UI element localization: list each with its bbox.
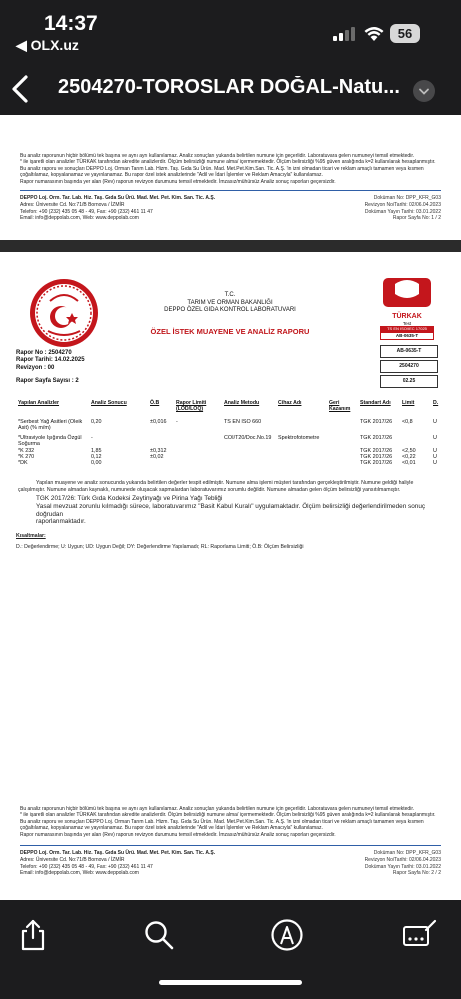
disclaimer-line: * ile işaretli olan analizler TÜRKAK tarafından akredite analizlerdir. Ölçüm belirsizliği numune alma/ içermemektedir. Ölçüm belirsizliği %95 güven aralığında k=2 kullanılarak hesaplanmıştır. xyxy=(20,159,436,166)
back-to-app-link[interactable]: ◀ OLX.uz xyxy=(16,37,79,53)
abbreviations-text: D.: Değerlendirme; U: Uygun; UD: Uygun Değil; DY: Değerlendirme Yapılamadı; RL: Raporlama Limiti; Ö.B: Ölçüm Belirsizliği xyxy=(16,544,304,550)
turkak-test-label: Test xyxy=(402,321,412,326)
disclaimer-block xyxy=(20,806,441,838)
col-header-evaluation: D. xyxy=(433,400,439,406)
cell-result: 1,85 xyxy=(91,448,102,454)
cell-limit: <0,22 xyxy=(402,454,416,460)
status-bar xyxy=(0,0,461,56)
abbreviations-title: Kısaltmalar: xyxy=(16,533,46,539)
footer-divider xyxy=(20,845,441,846)
disclaimer-line: Bu analiz raporunun hiçbir bölümü tek başına ve aynı ayrı kullanılamaz. Analiz sonuçları yukarıda belirtilen numune için geçerlidir. Laboratuvara gelen numuneyi temsil etmektedir. xyxy=(20,806,415,812)
note-line: Yapılan muayene ve analiz sonucunda yukarıda belirtilen değerler tespit edilmiştir. Numune alma işlemi müşteri tarafından gerçekleştirilmiştir. Numune geldiği haliyle xyxy=(36,480,414,486)
note-line: TGK 2017/26: Türk Gıda Kodeksi Zeytinyağı ve Pirina Yağı Tebliği xyxy=(36,495,223,502)
col-header-analysis: Yapılan Analizler xyxy=(18,400,60,406)
report-date: Rapor Tarihi: 14.02.2025 xyxy=(16,357,85,364)
ministry-emblem-icon xyxy=(28,277,100,349)
cell-uncertainty: ±0,02 xyxy=(150,454,164,460)
cell-standard: TGK 2017/26 xyxy=(360,460,393,466)
cell-result: 0,00 xyxy=(91,460,102,466)
footer-divider xyxy=(20,190,441,191)
cell-limit: <0,8 xyxy=(402,419,413,425)
chevron-down-icon xyxy=(413,80,435,102)
lab-address-footer xyxy=(20,195,215,222)
col-header-device: Cihaz Adı xyxy=(278,400,302,406)
pdf-page-1 xyxy=(0,115,461,240)
col-header-recovery: Geri Kazanım xyxy=(329,400,351,413)
turkak-brand: TÜRKAK xyxy=(392,313,422,320)
footer-line: Telefon: +90 (232) 435 05 48 - 49, Fax: +90 (232) 461 11 47 xyxy=(20,863,153,870)
cell-result: - xyxy=(91,435,93,441)
col-header-method: Analiz Metodu xyxy=(224,400,260,406)
disclaimer-line: Bu analiz raporunun hiçbir bölümü tek başına ve aynı ayrı kullanılamaz. Analiz sonuçları yukarıda belirtilen numune için geçerlidir. Laboratuvara gelen numuneyi temsil etmektedir. xyxy=(20,153,415,159)
nav-bar xyxy=(0,68,461,112)
note-line: çalışılmıştır. Numune almadan kaynaklı, numunede oluşacak sapmalardan laboratuvarımız sorumlu değildir. Numune almadan gelen ölçüm belirsizliği yansıtılmamıştır. xyxy=(18,486,401,493)
cell-analysis: *DK xyxy=(18,460,28,466)
disclaimer-line: Rapor numarasının başında yer alan (Rev) raporun revizyon durumunu temsil etmektedir. İmzasız/mühürsüz Analiz sonuç raporları geçersizdir. xyxy=(20,831,336,838)
cell-standard: TGK 2017/26 xyxy=(360,454,393,460)
markup-icon[interactable] xyxy=(270,918,304,952)
cell-limit: <0,01 xyxy=(402,460,416,466)
report-title: ÖZEL İSTEK MUAYENE VE ANALİZ RAPORU xyxy=(150,326,310,336)
report-date-box: 02.25 xyxy=(380,375,438,388)
status-time: 14:37 xyxy=(44,12,98,35)
cell-method: COI/T20/Doc.No.19 xyxy=(224,435,272,441)
pdf-page-2 xyxy=(0,252,461,900)
cellular-signal-icon xyxy=(333,27,355,41)
col-header-report-limit: Rapor Limiti (LOD/LOQ) xyxy=(176,400,207,413)
title-menu-button[interactable] xyxy=(413,80,435,102)
footer-line: Revizyon No/Tarihi: 02/06.04.2023 xyxy=(364,201,441,208)
document-info-footer xyxy=(365,850,441,877)
cell-limit: <2,50 xyxy=(402,448,416,454)
turkak-accreditation-mark xyxy=(380,278,434,350)
note-line: Yasal mevzuat zorunlu kılmadığı sürece, laboratuvarımız "Basit Kabul Kuralı" uygulamaktadır. Ölçüm belirsizliği değerlendirilmeden sonuç doğrudan xyxy=(36,502,426,518)
disclaimer-block xyxy=(20,153,441,185)
note-line: raporlanmaktadır. xyxy=(36,518,86,526)
lab-address-footer xyxy=(20,850,215,877)
cell-standard: TGK 2017/26 xyxy=(360,419,393,425)
footer-line: Adres: Üniversite Cd. No:71/B Bornova / İZMİR xyxy=(20,201,125,208)
cell-evaluation: U xyxy=(433,460,437,466)
cell-standard: TGK 2017/26 xyxy=(360,435,393,441)
footer-line: Doküman No: DPP_KFR_G03 xyxy=(373,195,441,201)
accreditation-no-box: AB-0635-T xyxy=(380,345,438,358)
cell-analysis: *Serbest Yağ Asitleri (Oleik Asit) (% m/m) xyxy=(18,419,83,432)
more-icon[interactable] xyxy=(402,918,438,952)
cell-analysis: *K 232 xyxy=(18,448,35,454)
footer-line: Revizyon No/Tarihi: 02/06.04.2023 xyxy=(364,856,441,863)
header-line: T.C. xyxy=(224,292,236,298)
header-line: DEPPO ÖZEL GIDA KONTROL LABORATUVARI xyxy=(164,307,296,313)
footer-line: Doküman No: DPP_KFR_G03 xyxy=(373,850,441,856)
disclaimer-line: Rapor numarasının başında yer alan (Rev) raporun revizyon durumunu temsil etmektedir. İmzasız/mühürsüz Analiz sonuç raporları geçersizdir. xyxy=(20,178,336,185)
footer-line: Email: info@deppolab.com, Web: www.deppolab.com xyxy=(20,870,139,877)
cell-evaluation: U xyxy=(433,454,437,460)
footer-line: Doküman Yayın Tarihi: 03.01.2022 xyxy=(364,863,441,870)
turkak-standard: TS EN ISO/IEC 17025 xyxy=(380,326,434,332)
footer-line: DEPPO Loj. Orm. Tar. Lab. Hiz. Taş. Gıda Su Ürü. Mad. Met. Pet. Kim. San. Tic. A.Ş. xyxy=(20,195,216,201)
cell-evaluation: U xyxy=(433,419,437,425)
footer-line: Rapor Sayfa No: 2 / 2 xyxy=(392,870,441,877)
cell-uncertainty: ±0,016 xyxy=(150,419,167,425)
document-title[interactable]: 2504270-TOROSLAR DOĞAL-Natu... xyxy=(58,76,400,98)
footer-line: DEPPO Loj. Orm. Tar. Lab. Hiz. Taş. Gıda Su Ürü. Mad. Met. Pet. Kim. San. Tic. A.Ş. xyxy=(20,850,216,856)
share-icon[interactable] xyxy=(16,918,50,952)
footer-line: Adres: Üniversite Cd. No:71/B Bornova / İZMİR xyxy=(20,856,125,863)
cell-result: 0,12 xyxy=(91,454,102,460)
cell-evaluation: U xyxy=(433,448,437,454)
report-number: Rapor No : 2504270 xyxy=(16,350,72,356)
back-chevron-icon[interactable] xyxy=(8,74,34,104)
cell-evaluation: U xyxy=(433,435,437,441)
cell-method: TS EN ISO 660 xyxy=(224,419,262,425)
report-meta xyxy=(16,350,85,385)
report-no-box: 2504270 xyxy=(380,360,438,373)
battery-indicator: 56 xyxy=(390,24,420,43)
cell-device: Spektrofotometre xyxy=(278,435,320,441)
disclaimer-line: çoğaltılamaz, kopyalanamaz ve yayınlanamaz. Bu rapor özel istek analizlerinde "Adil ve İdari İşlemler ve Reklam Amacıyla" kullanılamaz. xyxy=(20,172,323,179)
search-icon[interactable] xyxy=(142,918,176,952)
wifi-icon xyxy=(364,26,384,42)
col-header-uncertainty: Ö.B xyxy=(150,400,160,406)
regulation-notes xyxy=(36,495,446,526)
disclaimer-line: * ile işaretli olan analizler TÜRKAK tarafından akredite analizlerdir. Ölçüm belirsizliği numune alma/ içermemektedir. Ölçüm belirsizliği %95 güven aralığında k=2 kullanılarak hesaplanmıştır. xyxy=(20,812,436,819)
cell-standard: TGK 2017/26 xyxy=(360,448,393,454)
turkak-code: AB-0635-T xyxy=(380,332,434,340)
cell-report-limit: - xyxy=(176,419,178,425)
turkak-logo-icon xyxy=(380,278,434,308)
footer-line: Telefon: +90 (232) 435 05 48 - 49, Fax: +90 (232) 461 11 47 xyxy=(20,208,153,215)
col-header-result: Analiz Sonucu xyxy=(91,400,127,406)
home-indicator xyxy=(159,980,302,985)
footer-line: Rapor Sayfa No: 1 / 2 xyxy=(392,215,441,222)
disclaimer-line: çoğaltılamaz, kopyalanamaz ve yayınlanamaz. Bu rapor özel istek analizlerinde "Adil ve İdari İşlemler ve Reklam Amacıyla" kullanılamaz. xyxy=(20,825,323,832)
cell-result: 0,20 xyxy=(91,419,102,425)
disclaimer-line: Bu analiz raporu ve sonuçları DEPPO Loj. Orman Tarım Lab. Hizm. Taş. Gıda Su Ürün. Mad. Met.Pet.Kim.San. Tic. A.Ş. 'in izni olmadan ticari ve reklam amaçlı tamamen veya kısmen xyxy=(20,165,424,172)
cell-analysis: *Ultraviyole Işığında Özgül Soğurma xyxy=(18,435,82,448)
col-header-limit: Limit xyxy=(402,400,415,406)
footer-line: Doküman Yayın Tarihi: 03.01.2022 xyxy=(364,208,441,215)
top-bar xyxy=(0,0,461,115)
report-page-count: Rapor Sayfa Sayısı : 2 xyxy=(16,377,79,384)
disclaimer-line: Bu analiz raporu ve sonuçları DEPPO Loj. Orman Tarım Lab. Hizm. Taş. Gıda Su Ürün. Mad. Met.Pet.Kim.San. Tic. A.Ş. 'in izni olmadan ticari ve reklam amaçlı tamamen veya kısmen xyxy=(20,818,424,825)
result-notes xyxy=(18,480,448,493)
document-info-footer xyxy=(365,195,441,222)
header-line: TARIM VE ORMAN BAKANLIĞI xyxy=(187,299,273,306)
cell-uncertainty: ±0,312 xyxy=(150,448,167,454)
col-header-standard: Standart Adı xyxy=(360,400,391,406)
footer-line: Email: info@deppolab.com, Web: www.deppolab.com xyxy=(20,215,139,222)
report-revision: Revizyon : 00 xyxy=(16,364,55,371)
report-header xyxy=(120,292,340,335)
cell-analysis: *K 270 xyxy=(18,454,35,460)
